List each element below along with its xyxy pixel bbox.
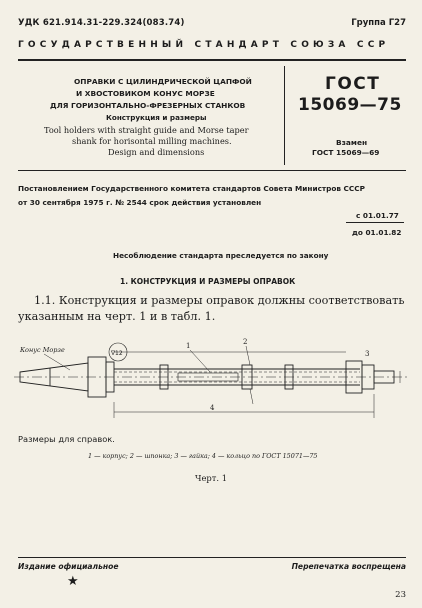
page-number: 23 — [395, 590, 406, 600]
ru-title-line-1: ОПРАВКИ С ЦИЛИНДРИЧЕСКОЙ ЦАПФОЙ — [74, 77, 252, 86]
gost-number: 15069—75 — [298, 95, 402, 115]
replaces-value: ГОСТ 15069—69 — [312, 148, 380, 157]
effective-from: с 01.01.77 — [356, 211, 399, 220]
en-title-line-3: Design and dimensions — [108, 147, 205, 157]
header-rule — [18, 59, 406, 61]
section-paragraph-line-1: 1.1. Конструкция и размеры оправок должны соответствовать — [34, 294, 405, 307]
figure-caption: 1 — корпус; 2 — шпонка; 3 — гайка; 4 — кольцо по ГОСТ 15071—75 — [88, 452, 318, 460]
decree-line-2: от 30 сентября 1975 г. № 2544 срок действия установлен — [18, 198, 262, 207]
en-title-line-2: shank for horisontal milling machines. — [72, 136, 232, 146]
replaces-label: Взамен — [336, 138, 368, 147]
ru-title-line-3: ДЛЯ ГОРИЗОНТАЛЬНО-ФРЕЗЕРНЫХ СТАНКОВ — [50, 101, 246, 110]
effective-to: до 01.01.82 — [352, 228, 402, 237]
title-divider — [284, 66, 285, 165]
edition-note: Издание официальное — [18, 562, 119, 571]
footer-rule — [18, 557, 406, 558]
en-title-line-1: Tool holders with straight guide and Morse taper — [44, 125, 249, 135]
morse-taper-label: Конус Морзе — [20, 346, 65, 354]
udk-code: УДК 621.914.31-229.324(083.74) — [18, 18, 185, 28]
part-label-3: 3 — [365, 350, 370, 358]
star-mark: ★ — [67, 574, 79, 589]
ru-title-line-2: И ХВОСТОВИКОМ КОНУС МОРЗЕ — [76, 89, 215, 98]
ru-subtitle: Конструкция и размеры — [106, 113, 207, 122]
section-heading: 1. КОНСТРУКЦИЯ И РАЗМЕРЫ ОПРАВОК — [120, 277, 296, 286]
part-label-2: 2 — [243, 338, 248, 346]
gost-label: ГОСТ — [325, 74, 381, 94]
effective-rule — [346, 222, 404, 223]
title-rule — [18, 170, 406, 171]
legal-warning: Несоблюдение стандарта преследуется по закону — [113, 251, 329, 260]
standard-line: ГОСУДАРСТВЕННЫЙ СТАНДАРТ СОЮЗА ССР — [18, 40, 390, 50]
reprint-note: Перепечатка воспрещена — [291, 562, 406, 571]
roughness-mark: ∇12 — [111, 350, 123, 357]
section-paragraph-line-2: указанным на черт. 1 и в табл. 1. — [18, 310, 216, 323]
figure-label: Черт. 1 — [195, 473, 228, 483]
part-label-1: 1 — [186, 342, 191, 350]
dimensions-note: Размеры для справок. — [18, 434, 115, 444]
tool-holder-drawing — [10, 332, 414, 432]
decree-line-1: Постановлением Государственного комитета стандартов Совета Министров СССР — [18, 184, 365, 193]
part-label-4: 4 — [210, 404, 215, 412]
group-code: Группа Г27 — [351, 18, 406, 28]
